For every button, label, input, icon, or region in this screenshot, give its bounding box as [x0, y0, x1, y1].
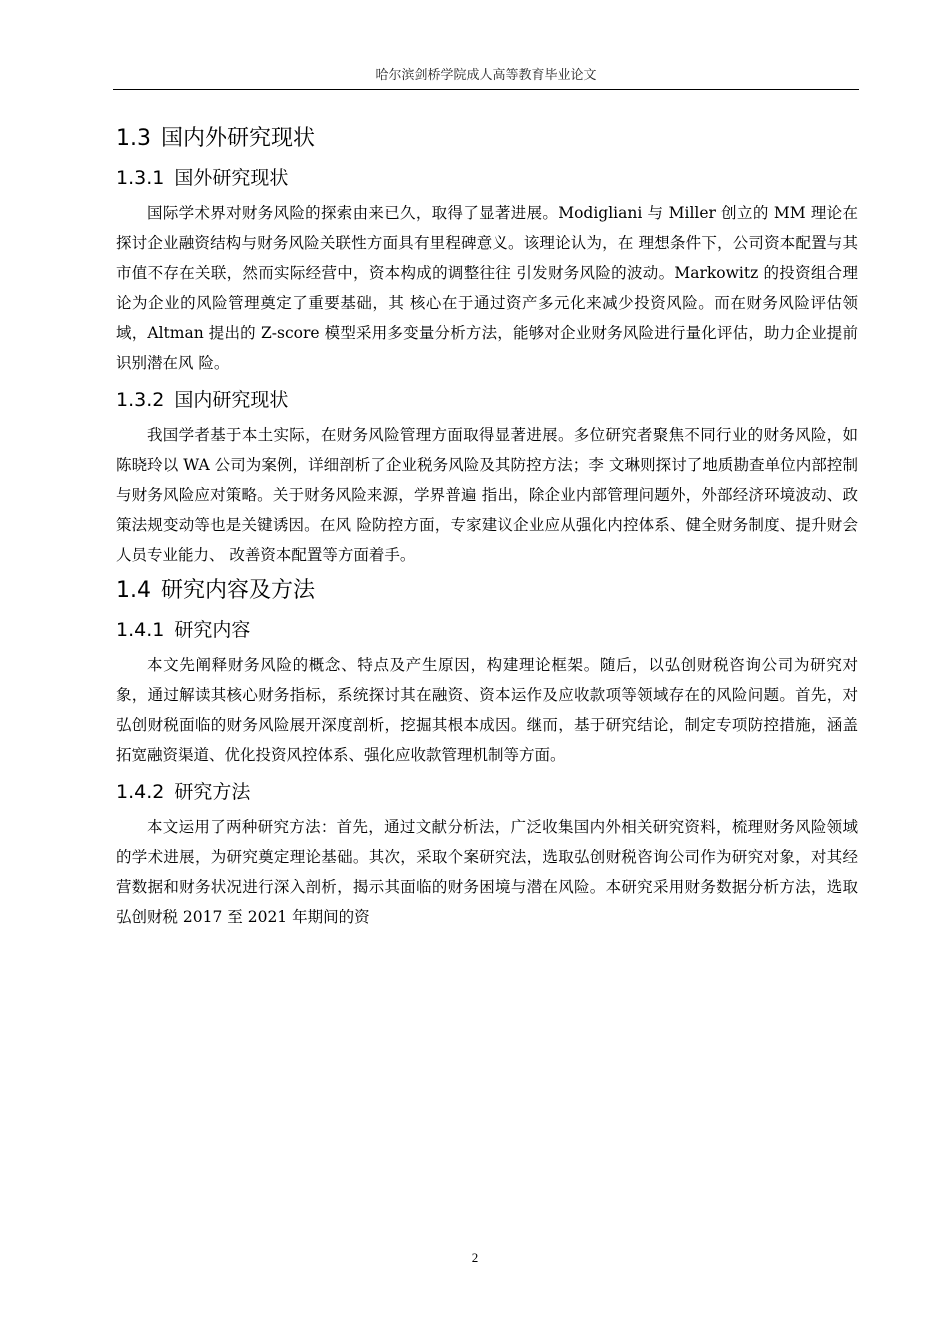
section-title: 研究内容及方法 [161, 578, 316, 603]
section-heading-1-4-2 [116, 778, 858, 806]
section-title: 国内外研究现状 [161, 126, 316, 151]
section-title: 研究方法 [174, 781, 251, 803]
header-rule [113, 89, 859, 90]
section-number: 1.4.1 [116, 619, 165, 641]
section-number: 1.3 [116, 126, 151, 151]
section-number: 1.4 [116, 578, 151, 603]
section-title: 研究内容 [174, 619, 251, 641]
paragraph-research-methods: 本文运用了两种研究方法：首先，通过文献分析法，广泛收集国内外相关研究资料，梳理财务风险领域的学术进展，为研究奠定理论基础。其次，采取个案研究法，选取弘创财税咨询公司作为研究对象，对其经营数据和财务状况进行深入剖析，揭示其面临的财务困境与潜在风险。本研究采用财务数据分析方法，选取弘创财税 2017 至 2021 年期间的资 [116, 818, 858, 926]
section-heading-1-3 [116, 124, 858, 154]
running-header: 哈尔滨剑桥学院成人高等教育毕业论文 [375, 68, 597, 83]
paragraph-research-content: 本文先阐释财务风险的概念、特点及产生原因，构建理论框架。随后，以弘创财税咨询公司为研究对象，通过解读其核心财务指标，系统探讨其在融资、资本运作及应收款项等领域存在的风险问题。首先，对弘创财税面临的财务风险展开深度剖析，挖掘其根本成因。继而，基于研究结论，制定专项防控措施，涵盖拓宽融资渠道、优化投资风控体系、强化应收款管理机制等方面。 [116, 656, 858, 764]
page-content [116, 118, 858, 936]
section-number: 1.3.2 [116, 389, 165, 411]
section-number: 1.3.1 [116, 167, 165, 189]
section-heading-1-3-1 [116, 164, 858, 192]
section-heading-1-4 [116, 576, 858, 606]
section-title: 国外研究现状 [174, 167, 289, 189]
section-number: 1.4.2 [116, 781, 165, 803]
section-heading-1-4-1 [116, 616, 858, 644]
paragraph-foreign-research: 国际学术界对财务风险的探索由来已久，取得了显著进展。Modigliani 与 Miller 创立的 MM 理论在探讨企业融资结构与财务风险关联性方面具有里程碑意义。该理论认为，在 理想条件下，公司资本配置与其市值不存在关联，然而实际经营中，资本构成的调整往往 引发财务风险的波动。Markowitz 的投资组合理论为企业的风险管理奠定了重要基础，其 核心在于通过资产多元化来减少投资风险。而在财务风险评估领域，Altman 提出的 Z-score 模型采用多变量分析方法，能够对企业财务风险进行量化评估，助力企业提前识别潜在风 险。 [116, 204, 858, 372]
section-title: 国内研究现状 [174, 389, 289, 411]
paragraph-domestic-research: 我国学者基于本土实际，在财务风险管理方面取得显著进展。多位研究者聚焦不同行业的财务风险，如陈晓玲以 WA 公司为案例，详细剖析了企业税务风险及其防控方法；李 文琳则探讨了地质勘查单位内部控制与财务风险应对策略。关于财务风险来源，学界普遍 指出，除企业内部管理问题外，外部经济环境波动、政策法规变动等也是关键诱因。在风 险防控方面，专家建议企业应从强化内控体系、健全财务制度、提升财会人员专业能力、 改善资本配置等方面着手。 [116, 426, 858, 564]
page-number: 2 [471, 1250, 479, 1265]
section-heading-1-3-2 [116, 386, 858, 414]
